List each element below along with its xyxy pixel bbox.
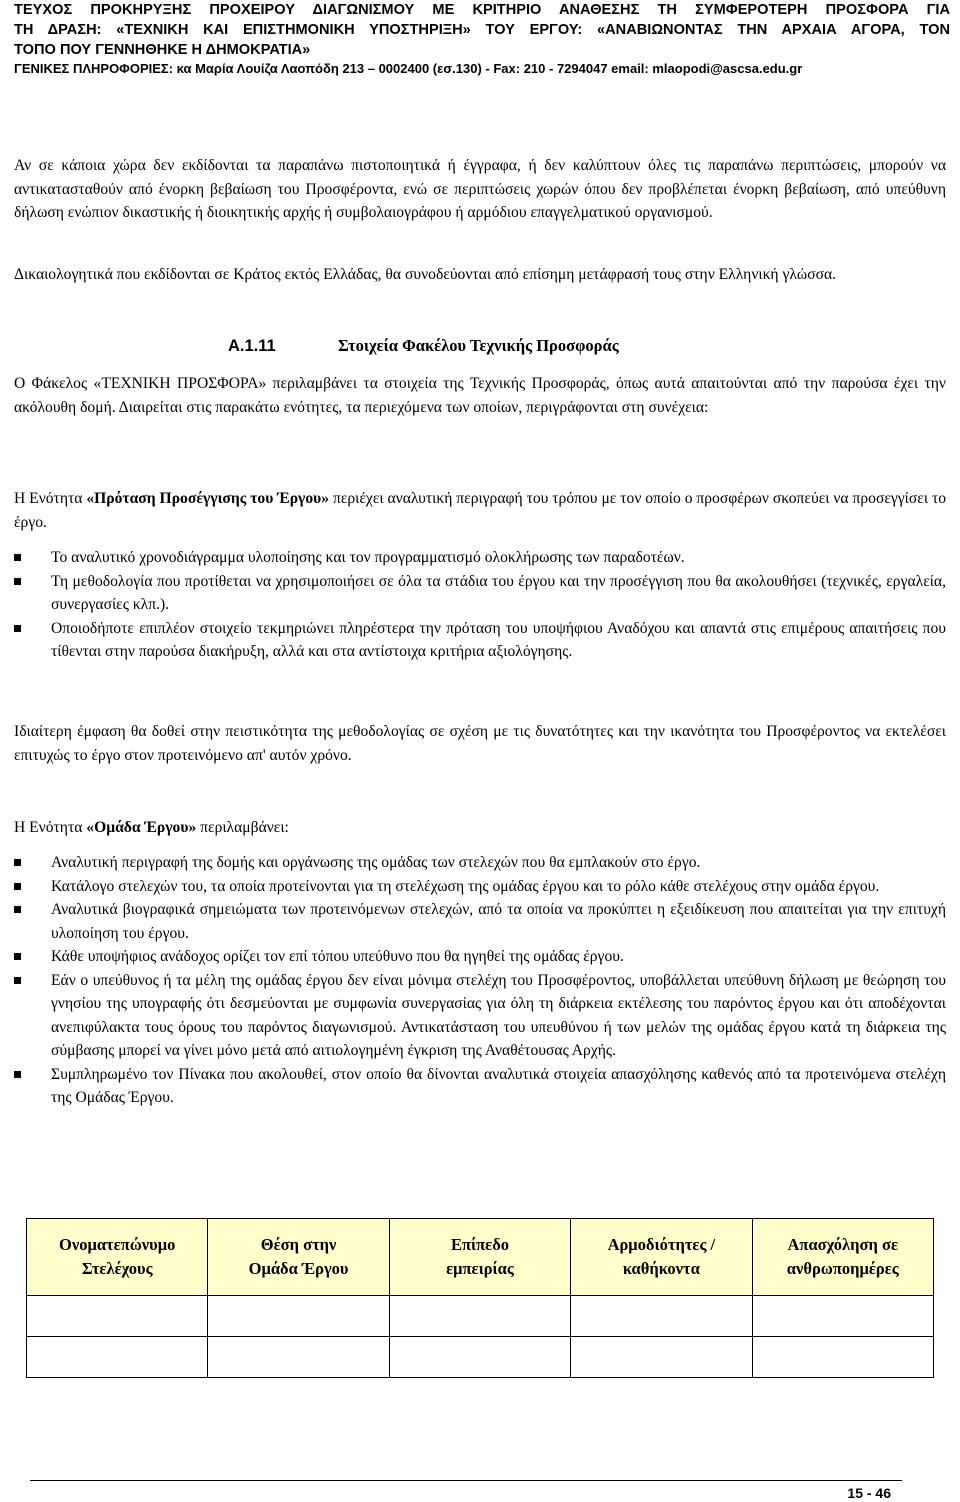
square-bullet-icon <box>14 953 21 960</box>
column-header-duties <box>571 1219 752 1296</box>
list-item-text: Οποιοδήποτε επιπλέον στοιχείο τεκμηριώνει πληρέστερα την πρόταση του υποψήφιου Αναδόχου και απαντά στις επιμέρους απαιτήσεις που τίθενται στην παρούσα διακήρυξη, αλλά και στα αντίστοιχα κριτήρια αξιολόγησης. <box>51 619 946 660</box>
header-contact-info: ΓΕΝΙΚΕΣ ΠΛΗΡΟΦΟΡΙΕΣ: κα Μαρία Λουίζα Λαοπόδη 213 – 0002400 (εσ.130) - Fax: 210 - 7294047 email: mlaopodi@ascsa.edu.gr <box>14 61 803 76</box>
square-bullet-icon <box>14 883 21 890</box>
paragraph-certificates: Αν σε κάποια χώρα δεν εκδίδονται τα παραπάνω πιστοποιητικά ή έγγραφα, ή δεν καλύπτουν όλες τις παραπάνω περιπτώσεις, μπορούν να αντικατασταθούν από ένορκη βεβαίωση του Προσφέροντα, ενώ σε περιπτώσεις χωρών όπου δεν προβλέπεται ένορκη βεβαίωση, από υπεύθυνη δήλωση ενώπιον δικαστικής ή διοικητικής αρχής ή συμβολαιογράφου ή αρμόδιου επαγγελματικού οργανισμού. <box>14 157 946 221</box>
team-intro-rest: περιλαμβάνει: <box>196 819 289 836</box>
square-bullet-icon <box>14 906 21 913</box>
header-text: Επίπεδο <box>450 1235 510 1254</box>
header-title-line-2: ΤΗ ΔΡΑΣΗ: «ΤΕΧΝΙΚΗ ΚΑΙ ΕΠΙΣΤΗΜΟΝΙΚΗ ΥΠΟΣΤΗΡΙΞΗ» ΤΟΥ ΕΡΓΟΥ: «ΑΝΑΒΙΩΝΟΝΤΑΣ ΤΗΝ ΑΡΧΑΙΑ ΑΓΟΡΑ, ΤΟΝ <box>14 22 950 38</box>
approach-bullet-list <box>14 546 946 664</box>
paragraph-team-intro <box>14 816 946 840</box>
approach-section-name: «Πρόταση Προσέγγισης του Έργου» <box>86 490 330 507</box>
table-cell[interactable] <box>389 1296 570 1337</box>
header-text: Ονοματεπώνυμο <box>59 1235 176 1254</box>
approach-intro-text: Η Ενότητα <box>14 490 87 507</box>
list-item <box>14 898 946 945</box>
paragraph-approach-intro <box>14 487 946 534</box>
team-staff-table <box>26 1218 934 1378</box>
list-item <box>14 617 946 664</box>
list-item <box>14 851 946 875</box>
header-text: Ομάδα Έργου <box>248 1259 349 1278</box>
table-cell[interactable] <box>389 1337 570 1378</box>
list-item-text: Τη μεθοδολογία που προτίθεται να χρησιμοποιήσει σε όλα τα στάδια του έργου και την προσέγγιση που θα ακολουθήσει (τεχνικές, εργαλεία, συνεργασίες κλπ.). <box>51 572 946 613</box>
header-title-line-3: ΤΟΠΟ ΠΟΥ ΓΕΝΝΗΘΗΚΕ Η ΔΗΜΟΚΡΑΤΙΑ» <box>14 42 311 58</box>
paragraph-translation: Δικαιολογητικά που εκδίδονται σε Κράτος εκτός Ελλάδας, θα συνοδεύονται από επίσημη μετάφρασή τους στην Ελληνική γλώσσα. <box>14 266 837 283</box>
list-item-text: Αναλυτικά βιογραφικά σημειώματα των προτεινόμενων στελεχών, από τα οποία να προκύπτει η εξειδίκευση που απαιτείται για την επιτυχή υλοποίηση του έργου. <box>51 901 946 942</box>
list-item-text: Αναλυτική περιγραφή της δομής και οργάνωσης της ομάδας των στελεχών που θα εμπλακούν στο έργο. <box>51 854 701 871</box>
column-header-position <box>208 1219 389 1296</box>
section-title: Στοιχεία Φακέλου Τεχνικής Προσφοράς <box>338 336 619 355</box>
list-item <box>14 570 946 617</box>
column-header-experience <box>389 1219 570 1296</box>
table-cell[interactable] <box>208 1296 389 1337</box>
list-item <box>14 969 946 1063</box>
table-cell[interactable] <box>27 1296 208 1337</box>
page-number: 15 - 46 <box>847 1485 891 1501</box>
section-number: Α.1.11 <box>228 337 276 355</box>
header-text: Στελέχους <box>81 1259 153 1278</box>
list-item-text: Κατάλογο στελεχών του, τα οποία προτείνονται για τη στελέχωση της ομάδας έργου και το ρόλο κάθε στελέχους στην ομάδα έργου. <box>51 877 880 895</box>
table-header-row <box>27 1219 934 1296</box>
square-bullet-icon <box>14 859 21 866</box>
team-intro-text: Η Ενότητα <box>14 819 87 836</box>
table-cell[interactable] <box>208 1337 389 1378</box>
column-header-name <box>27 1219 208 1296</box>
approach-intro-rest: περιέχει αναλυτική περιγραφή του τρόπου με τον οποίο ο προσφέρων σκοπεύει να προσεγγίσει το έργο. <box>14 490 947 531</box>
square-bullet-icon <box>14 554 21 561</box>
team-bullet-list <box>14 851 946 1110</box>
table-cell[interactable] <box>752 1296 933 1337</box>
header-text: καθήκοντα <box>622 1259 700 1278</box>
list-item-text: Το αναλυτικό χρονοδιάγραμμα υλοποίησης και τον προγραμματισμό ολοκλήρωσης των παραδοτέων. <box>51 549 685 566</box>
list-item <box>14 945 946 969</box>
table-cell[interactable] <box>571 1296 752 1337</box>
header-text: Απασχόληση σε <box>787 1235 899 1254</box>
table-row <box>27 1296 934 1337</box>
list-item-text: Εάν ο υπεύθυνος ή τα μέλη της ομάδας έργου δεν είναι μόνιμα στελέχη του Προσφέροντος, υποβάλλεται υπεύθυνη δήλωση με θεώρηση του γνησίου της υπογραφής ότι δεσμεύονται με συμφωνία συνεργασίας για όλη τη διάρκεια εκτέλεσης του παρόντος έργου και ότι αποδέχονται ανεπιφύλακτα τους όρους του παρόντος διαγωνισμού. Αντικατάσταση του υπευθύνου ή των μελών της ομάδας έργου κατά τη διάρκεια της σύμβασης μπορεί να γίνει μόνο μετά από αιτιολογημένη έγκριση της Αναθέτουσας Αρχής. <box>51 971 946 1059</box>
square-bullet-icon <box>14 1071 21 1078</box>
table-cell[interactable] <box>752 1337 933 1378</box>
list-item <box>14 546 946 570</box>
header-title-line-1: ΤΕΥΧΟΣ ΠΡΟΚΗΡΥΞΗΣ ΠΡΟΧΕΙΡΟΥ ΔΙΑΓΩΝΙΣΜΟΥ ΜΕ ΚΡΙΤΗΡΙΟ ΑΝΑΘΕΣΗΣ ΤΗ ΣΥΜΦΕΡΟΤΕΡΗ ΠΡΟΣΦΟΡΑ ΓΙΑ <box>14 2 950 18</box>
square-bullet-icon <box>14 977 21 984</box>
team-section-name: «Ομάδα Έργου» <box>86 819 197 836</box>
table-cell[interactable] <box>27 1337 208 1378</box>
footer-divider <box>30 1480 902 1481</box>
table-row <box>27 1337 934 1378</box>
list-item <box>14 1063 946 1110</box>
column-header-man-days <box>752 1219 933 1296</box>
list-item-text: Κάθε υποψήφιος ανάδοχος ορίζει τον επί τόπου υπεύθυνο που θα ηγηθεί της ομάδας έργου. <box>51 948 624 965</box>
table-cell[interactable] <box>571 1337 752 1378</box>
square-bullet-icon <box>14 578 21 585</box>
header-text: εμπειρίας <box>446 1259 514 1278</box>
header-text: ανθρωποημέρες <box>786 1259 899 1278</box>
paragraph-technical-folder: Ο Φάκελος «ΤΕΧΝΙΚΗ ΠΡΟΣΦΟΡΑ» περιλαμβάνει τα στοιχεία της Τεχνικής Προσφοράς, όπως αυτά απαιτούνται από την παρούσα έχει την ακόλουθη δομή. Διαιρείται στις παρακάτω ενότητες, τα περιεχόμενα των οποίων, περιγράφονται στη συνέχεια: <box>14 375 946 416</box>
header-text: Θέση στην <box>260 1235 337 1254</box>
section-heading <box>228 334 928 358</box>
paragraph-emphasis: Ιδιαίτερη έμφαση θα δοθεί στην πειστικότητα της μεθοδολογίας σε σχέση με τις δυνατότητες και την ικανότητα του Προσφέροντος να εκτελέσει επιτυχώς το έργο στον προτεινόμενο απ' αυτόν χρόνο. <box>14 723 946 764</box>
header-text: Αρμοδιότητες / <box>607 1235 716 1254</box>
list-item-text: Συμπληρωμένο τον Πίνακα που ακολουθεί, στον οποίο θα δίνονται αναλυτικά στοιχεία απασχόλησης καθενός από τα προτεινόμενα στελέχη της Ομάδας Έργου. <box>51 1065 946 1106</box>
square-bullet-icon <box>14 625 21 632</box>
list-item <box>14 875 946 899</box>
